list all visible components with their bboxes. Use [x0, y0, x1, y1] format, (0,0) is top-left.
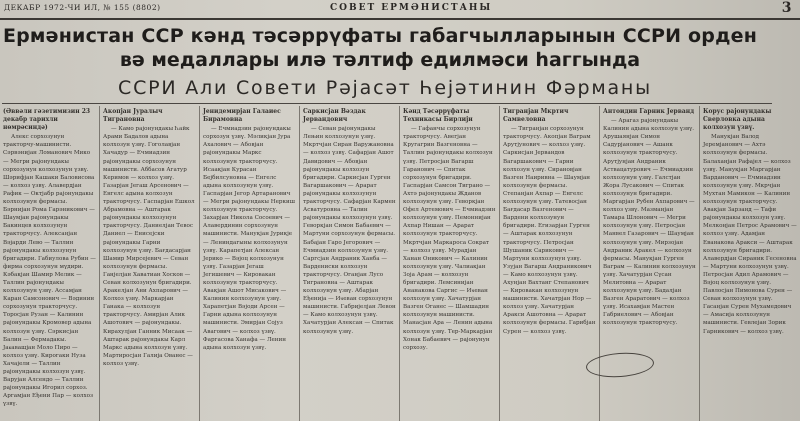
column-lead: Кәнд Тәсәррүфаты Техникасы Бирлији — [403, 108, 473, 124]
column-lead: Јенидемирјан Галаиес Бирамовна — [203, 108, 281, 124]
column-lead: (Әввәли гәзетимизин 23 декабр тарихли нөмрәсиндә) — [3, 108, 91, 132]
column-text: Алекс сорхозунун тракторчу-машинисти. Сәрвәнијан Ломанович Мико — Мегри рајонундакы сорхозунун колхозунун үзвү. Шәрифјан Кашаки Баловисова — колхоз үзвү. Алавердјан Рафик — Октјабр рајонундакы колхозунун фермасы. Бәрнијан Рома Гарәникович — Шаумјан рајонундакы Бакинцев колхозунун тракторчусу. Алексанјан Вәјарди Лево — Таллин рајонундакы колхозунун бригадири. Габиулова Рубин — фирма сорхозунун мүдири. Кәбакјан Шамир Мелик — Таллин рајонундакы колхозунун үзвү. Ассамјан Каран Самсонович — Вәдинин сорхозунун тракторчусу. Торосјан Рузан — Калинин рајонундакы Кромовер адына колхозун үзвү. Сәркисјан Балин — Фермадакы. Јаҝавашјан Моло Пиро — колхоз үзвү. Кирогаки Нуза Хачајели — Таллин рајонундакы колхозун үзвү. Варујан Алсендо — Таллин рајонундакы Игорил сорхоз. Аргамјан Еђени Пар — колхоз үзвү. — [3, 134, 96, 408]
headline-line-1: Ермәнистан ССР кәнд тәсәррүфаты габагчылларынын ССРИ орден — [2, 25, 758, 47]
column-lead: Акопјан Јуралыч Тиграновна — [103, 108, 163, 124]
column-text: Манукјан Валод Јеремјанович — Ахтә колхозунун фермасы. Балаханјан Рафајел — колхоз үзвү. Манукјан Маргарјан Варданович — Ечмиадзин колхозунун үзвү. Мкрчјан Мухтан Мамикон — Калинин колхозунун тракторчусу. Авакјан Зарзанд — Тафи рајонундакы колхозун үзвү. Мелконјан Петрос Арамович — колхоз үзвү. Адамјан Еванакова Аракси — Аштарак колхозунун бригадири. Алавердјан Сираник Гесеновна — Мартуни колхозунун үзвү. Петросјан Адил Арамович — Вәјоц колхозунун үзвү. Павлосјан Пимонова Сурен — Севан колхозунун үзвү. Гасанјан Сурен Мухамедович — Амасија колхозунун машинисти. Гевлејан Зорик Гарникович — колхоз үзвү. — [703, 134, 797, 335]
column-lead: Тигранјан Мкртич Самвеловна — [503, 108, 569, 124]
page-number: 3 — [781, 0, 792, 16]
column-text: — Гафанчы сорхозунун тракторчусу. Авегјан Кругагрин Вазгеновна — Таллин рајонундакы колхозун үзвү. Петросјан Вагарш Гаранович — Спитак сорхозунун бригадири. Гаспарјан Самсон Тиграно — Ахтә рајонундакы Жданов колхозунун үзвү. Геворкјан Офел Артемович — Ечмиадзин колхозунун үзвү. Пемоннијан Ахпар Нишан — Арарат колхозунун тракторчусу. Мкртчјан Маркароса Сократ — колхоз үзвү. Мурадјан Ханан Оникович — Калинин колхозунун үзвү. Чалиакјан Зоја Арам — колхозун бригадири. Лемсинијан Ананакова Саргис — Иҹеван колхозун үзвү. Хачатурјан Вазген Оганес — Шамшадин колхозунун машинисти. Манасјан Ара — Ленин адына колхозун үзвү. Тер-Маркарјан Хонак Бабаевич — рајонунун сорхозу. — [403, 126, 496, 351]
newspaper-title: СОВЕТ ЕРМӘНИСТАНЫ — [330, 3, 493, 13]
column-text: — Арагаз рајонундакы Калинин адына колхозун үзвү. Арушаянјан Симон Садурјанович — Ашанк колхозунун тракторчусу. Арутјунјан Андраник Аствацатурович — Ечмиадзин колхозунун үзвү. Галстјан Жора Лусакович — Спитак колхозунун бригадири. Маргарјан Рубен Ахпарович — колхоз үзвү. Мазманјан Тамара Шлонович — Мегри колхозунун үзвү. Петросјан Манвел Газарович — Шаумјан колхозунун үзвү. Мирзојан Андраник Аракел — колхозун фермасы. Манукјан Гурген Ваграм — Калинин колхозунун үзвү. Хачатурјан Сүсан Мелитовна — Арарат колхозунун үзвү. Бадалјан Вазген Араратович — колхоз үзвү. Исахамјан Мастен Габриелович — Абовјан колхозунун тракторчусу. — [603, 118, 696, 327]
article-column — [400, 106, 500, 421]
article-column — [0, 106, 100, 421]
headline-rule — [2, 103, 772, 104]
decree-title: ССРИ Али Совети Рәјасәт Һејәтинин Фәрманы — [118, 77, 652, 99]
article-column — [500, 106, 600, 421]
headline-line-2: вә медаллары илә тәлтиф едилмәси һаггында — [119, 49, 641, 71]
article-columns — [0, 106, 800, 421]
issue-date: ДЕКАБР 1972-ЧИ ИЛ, № 155 (8802) — [4, 3, 161, 12]
column-text: — Севан рајонундакы Лењин колхозунун үзвү. Мкртчјан Сиран Варужановна — колхоз үзвү. Сафарјан Ашот Давидович — Абовјан рајонундакы колхозун бригадири. Саркисјан Гурген Вагаршакович — Арарат рајонундакы колхозунун тракторчусу. Сафарјан Кармен Асватуровна — Талин рајонундакы колхозунун үзвү. Геворкјан Симон Бабаевич — Мартуни сорхозунун фермасы. Бабајан Гаро Јегорович — Ечмиадзин колхозунун үзвү. Саргсјан Андраник Ханба — Вардениски колхозун тракторчусу. Оганјан Лусо Тиграновна — Аштарак колхозунун үзвү. Абарјан Еђенија — Иҹеван сорхозунун машинисти. Габријелјан Левон — Камо колхозунун үзвү. Хачатурјан Алексан — Спитак колхозунун үзвү. — [303, 126, 396, 335]
headline — [0, 24, 760, 72]
column-lead: Саркисјан Вәздак Јервандович — [303, 108, 366, 124]
column-text: — Тигранјан сорхозунун тракторчусу. Акопјан Ваграм Арутјунович — колхоз үзвү. Саркисјан Јервандов Вагаршакович — Гарни колхозун үзвү. Сирановјан Вазген Наиривна — Шаумјан колхозунун фермасы. Степанјан Ахпар — Енгелс колхозунун үзвү. Татевосјан Бағдасар Вазгенович — Вардени колхозунун бригадири. Егизарјан Гурген — Аштарак колхозунун тракторчусу. Петросјан Шушаник Сарикович — Мартуни колхозунун үзвү. Узујан Вагарш Андраникович — Камо колхозунун үзвү. Ахунјан Вахтанг Степанович — Кировакан колхозунун машинисти. Хачатрјан Нор — колхоз үзвү. Хачатурјан Аракси Ашотовна — Арарат колхозунун фермасы. Гарибјан Сурен — колхоз үзвү. — [503, 126, 596, 335]
article-column — [300, 106, 400, 421]
column-text: — Камо рајонундакы Һайк Арами Бадалов адына колхозун үзвү. Гоголавјан Хачадур — Ечмиадзин рајонундакы сорхозунун машинисти. Аббасов Агатур Керимов — колхоз үзвү. Газарјан Јегаш Арсенович — Енгелс адына колхозун тракторчусу. Гаспарјан Ешкол Абрамовна — Аштарак рајонундакы колхозунун тракторчусу. Даниелјан Тевос Даниел — Енисејски рајонундакы Гарни колхозунун үзвү. Бағдасарјан Шамир Мирсејевич — Севан колхозунун фермасы. Ганјелјан Хаватиан Хосков — Севан колхозунун бригадири. Аракелјан Ани Ахпарович — Колхоз үзвү. Маркарјан Ганака — колхозун тракторчусу. Амирјан Алик Ашотович — рајонундакы. Кирахулјан Ганник Мисаак — Аштарак рајонундакы Карл Маркс адына колхозун үзвү. Мартиросјан Галија Ованес — колхоз үзвү. — [103, 126, 195, 367]
article-column — [200, 106, 300, 421]
column-text: — Ечмиадзин рајонундакы сорхозун үзвү. Мәликјан Јура Ахалович — Абовјан рајонундакы Маркс колхозунун тракторчусу. Исаакјан Курасан Бејбилсуновна — Енгелс адына колхозунун үзвү. Гаспарјан Јегор Артаранович — Мегри рајонундакы Неркиш колхозунун тракторчусу. Захарјан Никола Сосоевич — Алавердинин сорхозунун машинисти. Манукјан Јурикје — Лениндагыны колхозунун үзвү. Карапетјан Алексан Јерико — Вәјоц колхозунун үзвү. Газарјан Јегаш Јегишевич — Кировакан колхозунун тракторчусу. Авакјан Ашот Мисакович — Калинин колхозунун үзвү. Харапетјан Вәјоди Арсен — Гарни адына колхозунун машинисти. Эмирјан Сојуз Авагович — колхоз үзвү. Фаргасова Ханафа — Ленин адына колхозун үзвү. — [203, 126, 295, 351]
column-lead: Корус рајонундакы Сверловка адына колхозун үзвү. — [703, 108, 772, 132]
masthead — [0, 0, 800, 20]
column-lead: Антоидин Гарник Јерванд — [603, 108, 695, 115]
article-column — [100, 106, 200, 421]
article-column — [700, 106, 800, 421]
